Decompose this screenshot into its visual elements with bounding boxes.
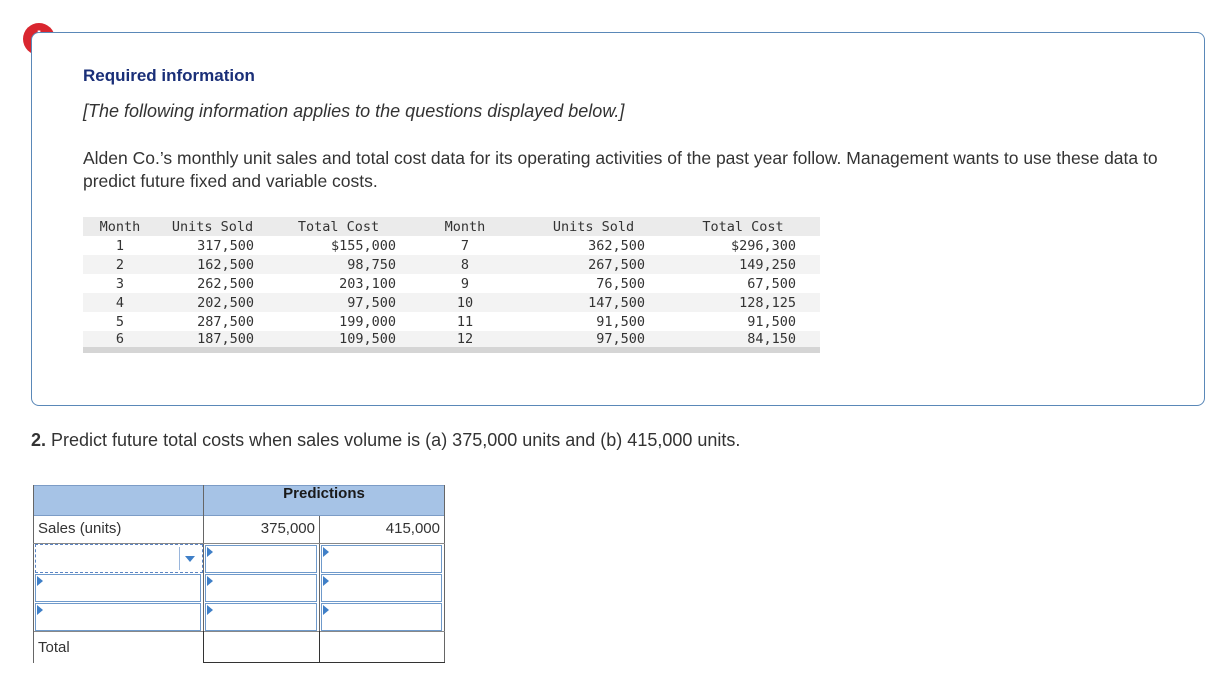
cell-total-cost: 97,500	[347, 294, 396, 311]
header-total-cost-2: Total Cost	[702, 218, 784, 235]
cell-units-sold: 76,500	[596, 275, 645, 292]
cell-month: 2	[115, 256, 125, 273]
cell-month: 6	[115, 331, 125, 347]
cell-units-sold: 317,500	[197, 237, 254, 254]
grid-line	[319, 631, 320, 663]
prediction-input-3a[interactable]	[205, 603, 317, 631]
cell-total-cost: 109,500	[339, 331, 396, 347]
cell-month: 3	[115, 275, 125, 292]
cell-month: 7	[460, 237, 470, 254]
sales-col-a-value: 375,000	[260, 520, 315, 537]
required-info-note: [The following information applies to the questions displayed below.]	[83, 101, 625, 121]
table-row	[83, 236, 820, 255]
cell-units-sold: 362,500	[588, 237, 645, 254]
cost-item-input-2[interactable]	[35, 574, 201, 602]
prediction-input-2a[interactable]	[205, 574, 317, 602]
required-info-title: Required information	[83, 66, 255, 85]
cell-units-sold: 147,500	[588, 294, 645, 311]
prediction-input-3b[interactable]	[321, 603, 442, 631]
header-units-sold-2: Units Sold	[552, 218, 635, 235]
chevron-down-icon	[185, 556, 195, 562]
cell-month: 9	[460, 275, 470, 292]
question-number: 2.	[31, 430, 47, 450]
input-marker-icon	[37, 605, 43, 615]
cell-total-cost: 149,250	[739, 256, 796, 273]
dropdown-toggle[interactable]	[179, 547, 199, 570]
question-2	[31, 430, 740, 451]
header-total-cost-1: Total Cost	[297, 218, 380, 235]
question-text: Predict future total costs when sales volume is (a) 375,000 units and (b) 415,000 units.	[46, 430, 741, 450]
sales-units-label: Sales (units)	[38, 520, 122, 537]
sales-col-b-value: 415,000	[385, 520, 440, 537]
cell-total-cost: 84,150	[747, 331, 796, 347]
input-marker-icon	[323, 605, 329, 615]
input-marker-icon	[207, 605, 213, 615]
header-month-2: Month	[444, 218, 486, 235]
grid-line	[203, 631, 204, 663]
table-row	[83, 293, 820, 312]
input-marker-icon	[323, 576, 329, 586]
cell-units-sold: 162,500	[197, 256, 254, 273]
total-row	[34, 631, 445, 663]
cell-units-sold: 262,500	[197, 275, 254, 292]
table-row	[83, 331, 820, 350]
input-marker-icon	[207, 547, 213, 557]
cell-total-cost: 67,500	[747, 275, 796, 292]
cell-units-sold: 97,500	[596, 331, 645, 347]
cell-month: 1	[115, 237, 125, 254]
cell-total-cost: $155,000	[330, 237, 396, 254]
cell-total-cost: 199,000	[339, 313, 396, 330]
cell-units-sold: 267,500	[588, 256, 645, 273]
cost-item-select-1[interactable]	[35, 544, 203, 573]
cell-month: 4	[115, 294, 125, 311]
table-row	[83, 312, 820, 331]
cell-month: 10	[456, 294, 474, 311]
cost-item-input-3[interactable]	[35, 603, 201, 631]
predictions-grid	[33, 485, 445, 665]
cell-total-cost: 128,125	[739, 294, 796, 311]
cell-month: 5	[115, 313, 125, 330]
total-label: Total	[38, 639, 70, 656]
table-header-row	[83, 217, 820, 236]
cell-month: 11	[456, 313, 474, 330]
cell-units-sold: 91,500	[596, 313, 645, 330]
predictions-header: Predictions	[283, 485, 365, 502]
cell-total-cost: 91,500	[747, 313, 796, 330]
prediction-input-1a[interactable]	[205, 545, 317, 573]
input-marker-icon	[207, 576, 213, 586]
header-units-sold-1: Units Sold	[171, 218, 254, 235]
cell-units-sold: 287,500	[197, 313, 254, 330]
problem-description: Alden Co.’s monthly unit sales and total cost data for its operating activities of the past year follow. Management wants to use these data to predict future fixed and variable costs.	[83, 148, 1158, 191]
cell-total-cost: 98,750	[347, 256, 396, 273]
cell-total-cost: 203,100	[339, 275, 396, 292]
cell-units-sold: 187,500	[197, 331, 254, 347]
sales-cost-table	[83, 217, 820, 353]
prediction-input-1b[interactable]	[321, 545, 442, 573]
table-row	[83, 255, 820, 274]
header-month-1: Month	[99, 218, 141, 235]
cell-units-sold: 202,500	[197, 294, 254, 311]
input-marker-icon	[323, 547, 329, 557]
prediction-input-2b[interactable]	[321, 574, 442, 602]
table-row	[83, 274, 820, 293]
cell-month: 8	[460, 256, 470, 273]
input-marker-icon	[37, 576, 43, 586]
cell-month: 12	[456, 331, 474, 347]
cell-total-cost: $296,300	[730, 237, 796, 254]
